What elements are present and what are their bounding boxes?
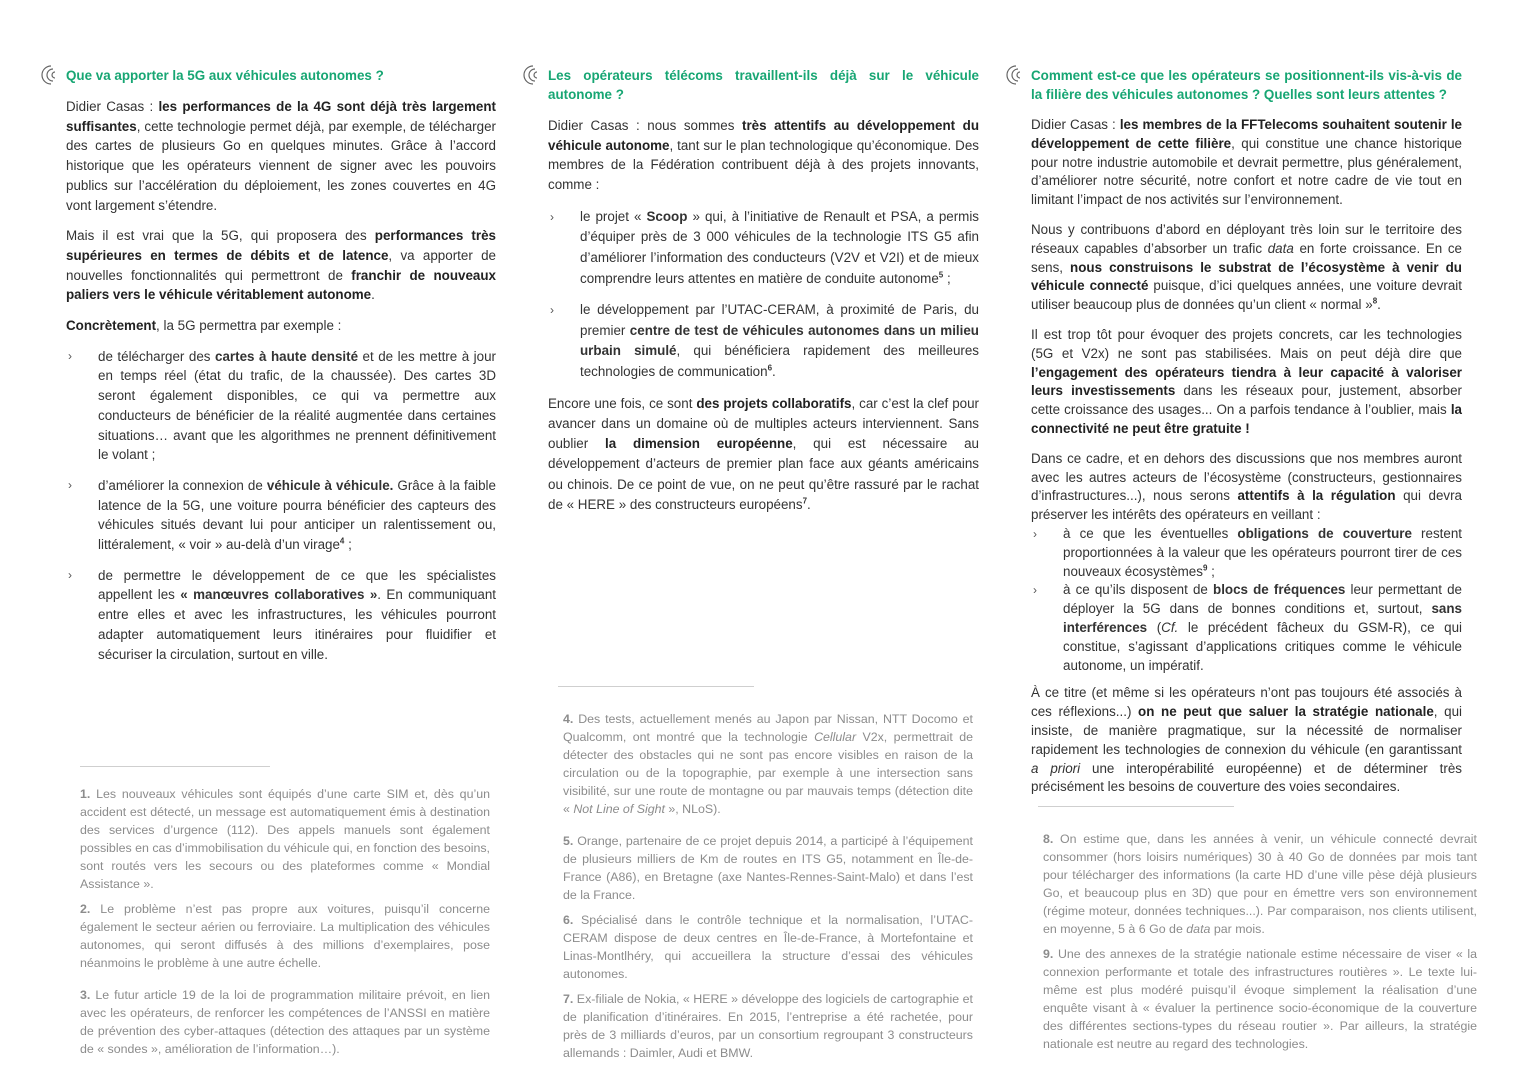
footnote-separator <box>80 766 270 767</box>
paragraph: Il est trop tôt pour évoquer des projets concrets, car les technologies (5G et V2x) ne sont pas stabilisées. Mais on peut déjà dire que l’engagement des opérateurs tiendra à leur capacité à valoriser leurs investissements dans les réseaux pour, justement, absorber cette croissance des usages... On a parfois tendance à l’oublier, mais la connectivité ne peut être gratuite ! <box>1031 326 1462 436</box>
chevron-right-icon: › <box>68 477 72 492</box>
footnote: 3. Le futur article 19 de la loi de programmation militaire prévoit, en lien avec les opérateurs, de renforcer les compétences de l’ANSSI en matière de prévention des cyber-attaques (détection des attaques par un système de « sondes », amélioration de l’information…). <box>80 988 490 1056</box>
footnote: 2. Le problème n’est pas propre aux voitures, puisqu’il concerne également le secteur aérien ou ferroviaire. La multiplication des véhicules autonomes, qui seront diffusés à des millions d’exemplaires, pose néanmoins le problème à une autre échelle. <box>80 902 490 970</box>
column-1 <box>66 66 496 675</box>
footnotes <box>80 785 490 1065</box>
chevron-right-icon: › <box>68 567 72 582</box>
bullet-list <box>66 347 496 665</box>
paragraph: À ce titre (et même si les opérateurs n’ont pas toujours été associés à ces réflexions...) on ne peut que saluer la stratégie nationale, qui insiste, de manière pragmatique, sur la nécessité de normaliser rapidement les technologies de connexion du véhicule (en garantissant a priori une interopérabilité européenne) et de déterminer très précisément les besoins de couverture des voies secondaires. <box>1031 685 1462 795</box>
list-item: › d’améliorer la connexion de véhicule à véhicule. Grâce à la faible latence de la 5G, une voiture pourra bénéficier des capteurs des véhicules situés devant lui pour anticiper un ralentissement ou, littéralement, « voir » au-delà d’un virage$^4$ ; <box>68 477 496 553</box>
question-heading: Comment est-ce que les opérateurs se positionnent-ils vis-à-vis de la filière des véhicules autonomes ? Quelles sont leurs attentes ? <box>1031 66 1462 104</box>
paragraph: Didier Casas : les membres de la FFTelecoms souhaitent soutenir le développement de cette filière, qui constitue une chance historique pour notre industrie automobile et devrait permettre, plus généralement, d’améliorer notre sécurité, notre confort et notre cadre de vie tout en limitant l’impact de nos activités sur l’environnement. <box>1031 117 1463 208</box>
footnote: 4. Des tests, actuellement menés au Japon par Nissan, NTT Docomo et Qualcomm, ont montré que la technologie Cellular V2x, permettrait de détecter des obstacles qui ne sont pas encore visibles en raison de la circulation ou de la topographie, par exemple à une intersection sans visibilité, sur une route de montagne ou par mauvais temps (détection dite « Not Line of Sight », NLoS). <box>563 712 973 816</box>
footnote: 7. Ex-filiale de Nokia, « HERE » développe des logiciels de cartographie et de planification d’itinéraires. En 2015, l’entreprise a été rachetée, pour près de 3 milliards d’euros, par un consortium regroupant 3 constructeurs allemands : Daimler, Audi et BMW. <box>563 992 973 1060</box>
list-item: › le projet « Scoop » qui, à l’initiative de Renault et PSA, a permis d’équiper près de 3 000 véhicules de la technologie ITS G5 afin d’améliorer l’information des conducteurs (V2V et V2I) et de mieux comprendre leurs attentes en matière de conduite autonome$^5$ ; <box>550 208 980 286</box>
footnote: 8. On estime que, dans les années à venir, un véhicule connecté devrait consommer (hors loisirs numériques) 30 à 40 Go de données par mois tant pour télécharger des informations (la carte HD d’une ville pèse déjà plusieurs Go, et beaucoup plus en 3D) que pour en émettre vers son environnement (régime moteur, données techniques...). Par comparaison, nos clients utilisent, en moyenne, 5 à 6 Go de data par mois. <box>1043 832 1477 936</box>
chevron-right-icon: › <box>1033 526 1037 541</box>
quote-arc-icon <box>520 62 546 88</box>
chevron-right-icon: › <box>550 303 554 318</box>
footnote-separator <box>1038 806 1234 807</box>
paragraph: Didier Casas : nous sommes très attentifs au développement du véhicule autonome, tant sur le plan technologique qu’économique. Des membres de la Fédération contribuent déjà à des projets innovants, comme : <box>548 118 979 193</box>
footnote: 9. Une des annexes de la stratégie nationale estime nécessaire de viser « la connexion performante et totale des infrastructures routières ». Le texte lui-même est plus modéré puisqu’il évoque simplement la réalisation d’une enquête visant à « évaluer la pertinence socio-économique de la couverture des différentes sections-types du réseau routier ». Par ailleurs, la stratégie nationale est neutre au regard des technologies. <box>1043 947 1477 1051</box>
quote-arc-icon <box>1003 62 1029 88</box>
footnote: 6. Spécialisé dans le contrôle technique et la normalisation, l’UTAC-CERAM dispose de deux centres en Île-de-France, à Mortefontaine et Linas-Montlhéry, qui accueillera la structure d’essai des véhicules autonomes. <box>563 913 973 981</box>
footnote: 1. Les nouveaux véhicules sont équipés d’une carte SIM et, dès qu’un accident est détecté, un message est automatiquement émis à destination des services d’urgence (112). Des appels manuels sont également possibles en cas d’immobilisation du véhicule qui, en fonction des besoins, sont routés vers les secours ou des plateformes comme « Mondial Assistance ». <box>80 787 490 891</box>
paragraph: Concrètement, la 5G permettra par exemple : <box>66 318 342 334</box>
column-3 <box>1031 66 1462 808</box>
list-item: › de télécharger des cartes à haute densité et de les mettre à jour en temps réel (état du trafic, de la chaussée). Des cartes 3D seront également disponibles, ce qui va permettre aux conducteurs de bénéficier de la réalité augmentée dans certaines situations… avant que les algorithmes ne prennent définitivement le volant ; <box>68 348 496 463</box>
paragraph: Didier Casas : les performances de la 4G sont déjà très largement suffisantes, cette technologie permet déjà, par exemple, de télécharger des cartes de plusieurs Go en quelques minutes. Grâce à l’accord historique que les opérateurs viennent de signer avec les pouvoirs publics sur l’accélération du déploiement, les zones couvertes en 4G vont largement s’étendre. <box>66 99 496 213</box>
quote-arc-icon <box>38 62 64 88</box>
list-item: › à ce qu’ils disposent de blocs de fréquences leur permettant de déployer la 5G dans de bonnes conditions et, surtout, sans interférences (Cf. le précédent fâcheux du GSM-R), ce qui constitue, s’agissant d’applications critiques comme le véhicule autonome, un impératif. <box>1033 582 1462 673</box>
column-2 <box>548 66 979 526</box>
paragraph: Dans ce cadre, et en dehors des discussions que nos membres auront avec les autres acteurs de l’écosystème (constructeurs, gestionnaires d’infrastructures...), nous serons attentifs à la régulation qui devra préserver les intérêts des opérateurs en veillant : <box>1031 450 1462 523</box>
paragraph: Mais il est vrai que la 5G, qui proposera des performances très supérieures en termes de débits et de latence, va apporter de nouvelles fonctionnalités qui permettront de franchir de nouveaux paliers vers le véhicule véritablement autonome. <box>66 228 497 303</box>
bullet-list <box>1031 525 1462 675</box>
question-heading: Les opérateurs télécoms travaillent-ils déjà sur le véhicule autonome ? <box>548 66 979 104</box>
footnotes <box>1043 830 1477 1060</box>
footnote-separator <box>558 686 754 687</box>
bullet-list <box>548 207 979 383</box>
list-item: › de permettre le développement de ce que les spécialistes appellent les « manœuvres collaboratives ». En communiquant entre elles et avec les infrastructures, les véhicules pourront adapter automatiquement leurs itinéraires pour fluidifier et sécuriser la circulation, surtout en ville. <box>68 567 497 662</box>
paragraph: Nous y contribuons d’abord en déployant très loin sur le territoire des réseaux capables d’absorber un trafic data en forte croissance. En ce sens, nous construisons le substrat de l’écosystème à venir du véhicule connecté puisque, d’ici quelques années, une voiture devrait utiliser beaucoup plus de données qu’un client « normal »$^8$. <box>1031 221 1462 313</box>
chevron-right-icon: › <box>68 348 72 363</box>
chevron-right-icon: › <box>1033 583 1037 598</box>
list-item: › à ce que les éventuelles obligations de couverture restent proportionnées à la valeur que les opérateurs pourront tirer de ces nouveaux écosystèmes$^9$ ; <box>1033 525 1462 579</box>
footnote: 5. Orange, partenaire de ce projet depuis 2014, a participé à l’équipement de plusieurs milliers de Km de routes en ITS G5, notamment en Île-de-France (A86), en Bretagne (axe Nantes-Rennes-Saint-Malo) et dans l’est de la France. <box>563 834 973 902</box>
list-item: › le développement par l’UTAC-CERAM, à proximité de Paris, du premier centre de test de véhicules autonomes dans un milieu urbain simulé, qui bénéficiera rapidement des meilleures technologies de communication$^6$. <box>550 302 979 379</box>
question-heading: Que va apporter la 5G aux véhicules autonomes ? <box>66 66 496 85</box>
footnotes <box>563 710 973 1069</box>
paragraph: Encore une fois, ce sont des projets collaboratifs, car c’est la clef pour avancer dans un domaine où de multiples acteurs interviennent. Sans oublier la dimension européenne, qui est nécessaire au développement d’acteurs de premier plan face aux géants américains ou chinois. De ce point de vue, on ne peut qu’être rassuré par le rachat de « HERE » des constructeurs européens$^7$. <box>548 395 979 513</box>
chevron-right-icon: › <box>550 209 554 224</box>
